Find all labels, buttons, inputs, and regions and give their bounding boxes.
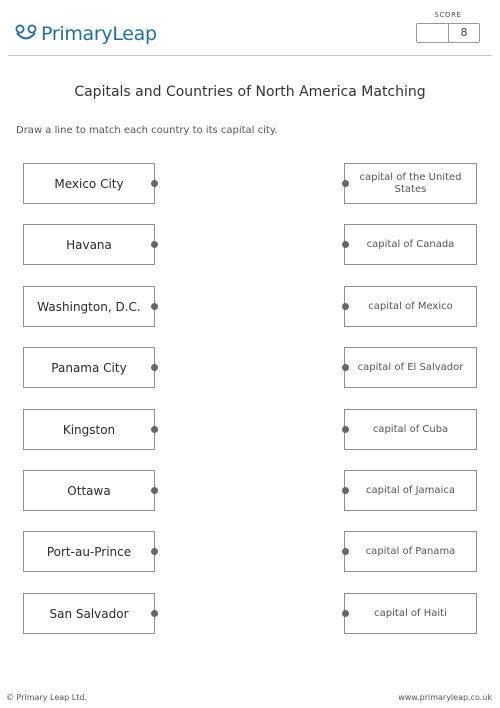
match-dot[interactable]	[342, 303, 349, 310]
city-box	[23, 593, 155, 634]
match-dot[interactable]	[151, 180, 158, 187]
city-label: Panama City	[51, 360, 127, 375]
city-label: San Salvador	[49, 606, 129, 621]
country-label: capital of Cuba	[372, 423, 449, 435]
country-box	[344, 347, 477, 388]
match-dot[interactable]	[151, 610, 158, 617]
country-label: capital of Canada	[366, 238, 455, 250]
country-box	[344, 593, 477, 634]
match-dot[interactable]	[151, 426, 158, 433]
country-label: capital of El Salvador	[357, 361, 464, 373]
match-dot[interactable]	[342, 241, 349, 248]
match-dot[interactable]	[342, 364, 349, 371]
city-label: Kingston	[62, 422, 116, 437]
country-label: capital of Mexico	[368, 300, 453, 312]
city-box	[23, 470, 155, 511]
header	[0, 0, 500, 56]
brand-logo[interactable]	[14, 20, 157, 48]
header-divider	[8, 55, 492, 56]
country-box	[344, 470, 477, 511]
city-box	[23, 224, 155, 265]
country-box	[344, 224, 477, 265]
footer-copyright: © Primary Leap Ltd.	[6, 693, 87, 702]
match-dot[interactable]	[342, 548, 349, 555]
score-label: SCORE	[434, 11, 462, 19]
country-label: capital of Panama	[365, 545, 456, 557]
country-box	[344, 286, 477, 327]
city-box	[23, 347, 155, 388]
city-box	[23, 286, 155, 327]
match-dot[interactable]	[342, 180, 349, 187]
frog-face-icon	[14, 24, 38, 44]
match-dot[interactable]	[151, 364, 158, 371]
city-box	[23, 531, 155, 572]
country-label: capital of Jamaica	[366, 484, 455, 496]
score-box	[416, 23, 480, 43]
city-label: Mexico City	[54, 176, 124, 191]
country-label: capital of the United States	[359, 172, 462, 195]
city-label: Ottawa	[67, 483, 111, 498]
brand-name: PrimaryLeap	[41, 23, 157, 45]
worksheet-instruction: Draw a line to match each country to its capital city.	[16, 125, 278, 136]
match-dot[interactable]	[342, 426, 349, 433]
city-label: Washington, D.C.	[37, 299, 141, 314]
country-label: capital of Haiti	[374, 607, 447, 619]
city-box	[23, 409, 155, 450]
match-dot[interactable]	[151, 487, 158, 494]
score-entry-field[interactable]	[417, 24, 449, 42]
match-dot[interactable]	[151, 548, 158, 555]
country-box	[344, 409, 477, 450]
country-box	[344, 163, 477, 204]
city-label: Havana	[66, 237, 112, 252]
city-label: Port-au-Prince	[46, 544, 132, 559]
score-total: 8	[460, 26, 468, 39]
worksheet-title: Capitals and Countries of North America Matching	[74, 84, 426, 100]
match-dot[interactable]	[151, 241, 158, 248]
city-box	[23, 163, 155, 204]
match-dot[interactable]	[342, 487, 349, 494]
match-dot[interactable]	[342, 610, 349, 617]
country-box	[344, 531, 477, 572]
footer-website-link[interactable]: www.primaryleap.co.uk	[398, 693, 492, 702]
match-dot[interactable]	[151, 303, 158, 310]
